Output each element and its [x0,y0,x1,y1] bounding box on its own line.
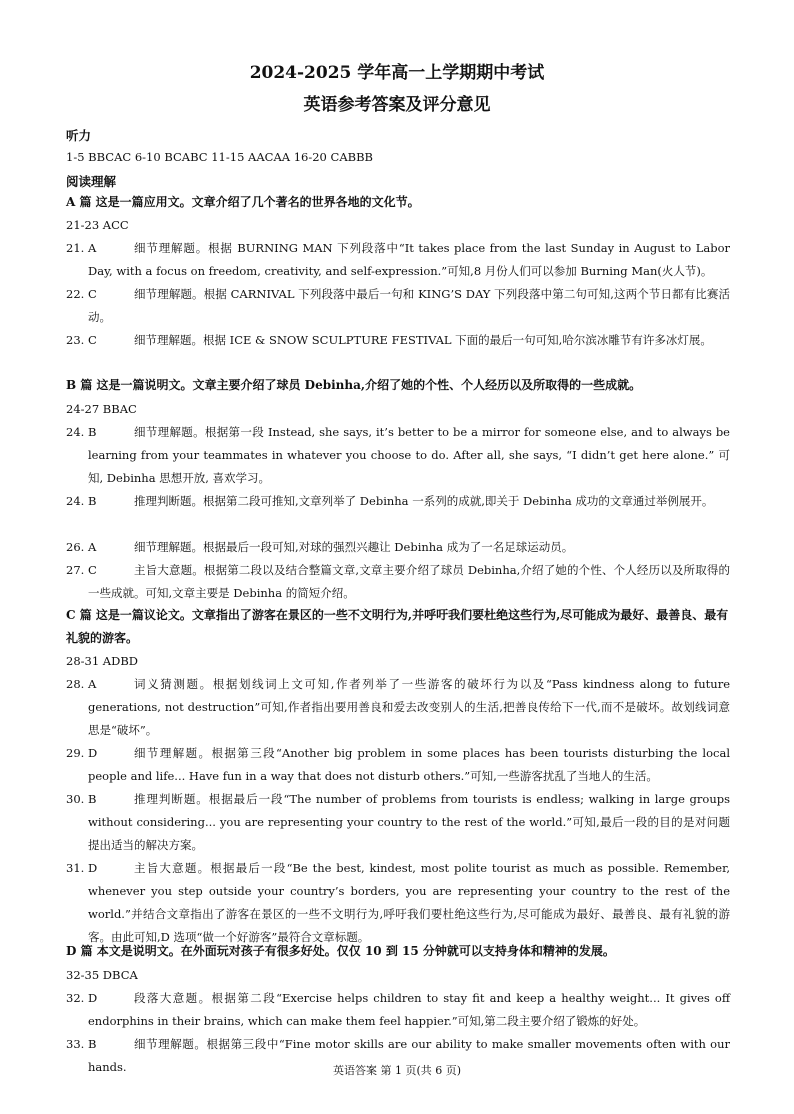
question-explanation: 细节理解题。根据 CARNIVAL 下列段落中最后一句和 KING’S DAY 下列段落中第二句可知,这两个节日都有比赛活动。 [88,287,730,324]
question-explanation: 细节理解题。根据第一段 Instead, she says, it’s better to be a mirror for someone else, and to always be learning from your teammates in whatever you choose to do. After all, she says, “I didn’t get here alone.” 可知, Debinha 思想开放, 喜欢学习。 [88,425,730,485]
question-30 [66,788,730,857]
section-c-header: C 篇 这是一篇议论文。文章指出了游客在景区的一些不文明行为,并呼吁我们要杜绝这些行为,尽可能成为最好、最善良、最有礼貌的游客。 [66,608,729,645]
question-number: 24. B [66,494,97,508]
section-d-header: D 篇 本文是说明文。在外面玩对孩子有很多好处。仅仅 10 到 15 分钟就可以支持身体和精神的发展。 [66,944,615,958]
reading-heading: 阅读理解 [66,174,117,189]
question-number: 31. D [66,861,98,875]
question-31 [66,857,730,949]
question-number: 23. C [66,333,97,347]
question-32 [66,987,730,1033]
question-number: 30. B [66,792,97,806]
question-27 [66,559,730,605]
question-28 [66,673,730,742]
question-number: 28. A [66,677,97,691]
question-explanation: 推理判断题。根据最后一段“The number of problems from tourists is endless; walking in large groups without considering... you are representing your country to the rest of the world.”可知,最后一段的目的是对问题提出适当的解决方案。 [88,792,730,852]
section-b-header: B 篇 这是一篇说明文。文章主要介绍了球员 Debinha,介绍了她的个性、个人经历以及所取得的一些成就。 [66,378,642,392]
question-explanation: 推理判断题。根据第二段可推知,文章列举了 Debinha 一系列的成就,即关于 Debinha 成功的文章通过举例展开。 [134,494,714,508]
question-number: 26. A [66,540,97,554]
question-number: 24. B [66,425,97,439]
question-number: 21. A [66,241,97,255]
question-explanation: 主旨大意题。根据最后一段“Be the best, kindest, most polite tourist as much as possible. Remember, whenever you step outside your country’s borders, you are representing your country to the rest of the world.”并结合文章指出了游客在景区的一些不文明行为,呼吁我们要杜绝这些行为,尽可能成为最好、最善良、最有礼貌的游客。由此可知,D 选项“做一个好游客”最符合文章标题。 [88,861,730,944]
question-explanation: 段落大意题。根据第二段“Exercise helps children to stay fit and keep a healthy weight... It gives off endorphins in their brains, which can make them feel happier.”可知,第二段主要介绍了锻炼的好处。 [88,991,730,1028]
question-number: 22. C [66,287,97,301]
question-22 [66,283,730,329]
question-explanation: 细节理解题。根据 BURNING MAN 下列段落中“It takes place from the last Sunday in August to Labor Day, with a focus on freedom, creativity, and self-expression.”可知,8 月份人们可以参加 Burning Man(火人节)。 [88,241,730,278]
question-explanation: 细节理解题。根据第三段中“Fine motor skills are our ability to make smaller movements often with our hands. [88,1037,730,1074]
question-explanation: 细节理解题。根据第三段“Another big problem in some places has been tourists disturbing the local people and life... Have fun in a way that does not disturb others.”可知,一些游客扰乱了当地人的生活。 [88,746,730,783]
question-explanation: 主旨大意题。根据第二段以及结合整篇文章,文章主要介绍了球员 Debinha,介绍了她的个性、个人经历以及所取得的一些成就。可知,文章主要是 Debinha 的简短介绍。 [88,563,730,600]
page-subtitle: 英语参考答案及评分意见 [303,95,491,115]
question-24 [66,421,730,490]
question-number: 29. D [66,746,98,760]
question-25 [66,490,730,513]
section-a-header: A 篇 这是一篇应用文。文章介绍了几个著名的世界各地的文化节。 [66,195,420,209]
section-b-answers: 24-27 BBAC [66,402,137,416]
question-21 [66,237,730,283]
section-c-answers: 28-31 ADBD [66,654,139,668]
question-explanation: 细节理解题。根据最后一段可知,对球的强烈兴趣让 Debinha 成为了一名足球运动员。 [134,540,574,554]
listening-answers: 1-5 BBCAC 6-10 BCABC 11-15 AACAA 16-20 CABBB [66,150,373,164]
page-footer: 英语答案 第 1 页(共 6 页) [332,1064,462,1077]
question-number: 27. C [66,563,97,577]
listening-heading: 听力 [66,128,92,143]
question-number: 33. B [66,1037,97,1051]
question-26 [66,536,730,559]
section-a-answers: 21-23 ACC [66,218,129,232]
section-d-answers: 32-35 DBCA [66,968,138,982]
question-explanation: 词义猜测题。根据划线词上文可知,作者列举了一些游客的破坏行为以及“Pass kindness along to future generations, not destruction”可知,作者指出要用善良和爱去改变别人的生活,把善良传给下一代,而不是破坏。故划线词意思是“破坏”。 [88,677,730,737]
question-number: 32. D [66,991,98,1005]
question-explanation: 细节理解题。根据 ICE & SNOW SCULPTURE FESTIVAL 下面的最后一句可知,哈尔滨冰雕节有许多冰灯展。 [134,333,712,347]
question-23 [66,329,730,352]
page-title: 2024-2025 学年高一上学期期中考试 [249,63,545,83]
question-29 [66,742,730,788]
